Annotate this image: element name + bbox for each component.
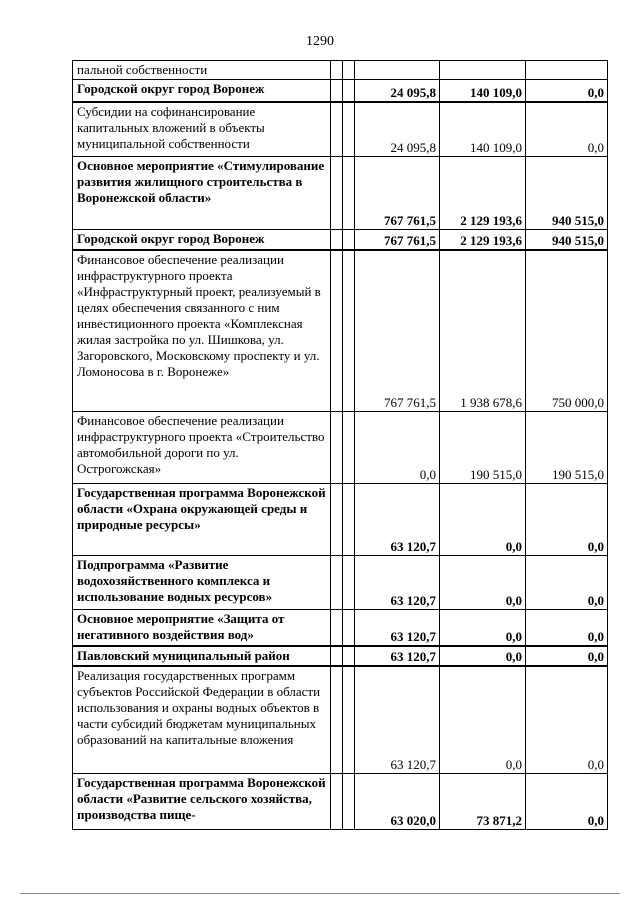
value-cell-1 xyxy=(355,61,440,80)
page-number: 1290 xyxy=(306,34,334,49)
row-name: Финансовое обеспечение реализации инфраструктурного проекта «Строительство автомобильной дороги по ул. Острогожская» xyxy=(73,412,331,484)
value-cell-2: 2 129 193,6 xyxy=(440,230,526,250)
value-cell-3: 750 000,0 xyxy=(526,250,608,412)
table-row xyxy=(73,157,608,230)
row-name: Государственная программа Воронежской области «Развитие сельского хозяйства, производства пище- xyxy=(73,774,331,830)
value-cell-1: 24 095,8 xyxy=(355,80,440,102)
value-cell-2: 2 129 193,6 xyxy=(440,157,526,230)
value-cell-2: 0,0 xyxy=(440,484,526,556)
value-cell-2: 190 515,0 xyxy=(440,412,526,484)
row-name: Городской округ город Воронеж xyxy=(73,80,331,102)
table-row xyxy=(73,412,608,484)
row-name: Государственная программа Воронежской области «Охрана окружающей среды и природные ресурсы» xyxy=(73,484,331,556)
value-cell-2 xyxy=(440,61,526,80)
value-cell-1: 63 120,7 xyxy=(355,556,440,610)
value-cell-1: 63 120,7 xyxy=(355,484,440,556)
row-name: Основное мероприятие «Стимулирование развития жилищного строительства в Воронежской области» xyxy=(73,157,331,230)
value-cell-1: 63 020,0 xyxy=(355,774,440,830)
table-row xyxy=(73,230,608,250)
value-cell-2: 1 938 678,6 xyxy=(440,250,526,412)
row-name: Павловский муниципальный район xyxy=(73,646,331,666)
table-row xyxy=(73,250,608,412)
row-name: Реализация государственных программ субъектов Российской Федерации в области использования и охраны водных объектов в части субсидий бюджетам муниципальных образований на капитальные вложения xyxy=(73,666,331,774)
value-cell-2: 0,0 xyxy=(440,646,526,666)
row-name: Основное мероприятие «Защита от негативного воздействия вод» xyxy=(73,610,331,646)
value-cell-1: 63 120,7 xyxy=(355,646,440,666)
budget-table xyxy=(72,60,608,830)
row-name: пальной собственности xyxy=(73,61,331,80)
value-cell-2: 140 109,0 xyxy=(440,80,526,102)
table-row xyxy=(73,646,608,666)
value-cell-2: 73 871,2 xyxy=(440,774,526,830)
table-row xyxy=(73,610,608,646)
value-cell-3: 0,0 xyxy=(526,80,608,102)
value-cell-3: 940 515,0 xyxy=(526,230,608,250)
value-cell-1: 63 120,7 xyxy=(355,610,440,646)
value-cell-3: 940 515,0 xyxy=(526,157,608,230)
table-row xyxy=(73,61,608,80)
value-cell-3: 0,0 xyxy=(526,610,608,646)
value-cell-3: 190 515,0 xyxy=(526,412,608,484)
value-cell-2: 0,0 xyxy=(440,610,526,646)
value-cell-3: 0,0 xyxy=(526,102,608,157)
value-cell-1: 24 095,8 xyxy=(355,102,440,157)
row-name: Субсидии на софинансирование капитальных вложений в объекты муниципальной собственности xyxy=(73,102,331,157)
value-cell-1: 63 120,7 xyxy=(355,666,440,774)
value-cell-2: 140 109,0 xyxy=(440,102,526,157)
value-cell-3 xyxy=(526,61,608,80)
value-cell-3: 0,0 xyxy=(526,484,608,556)
footer-divider xyxy=(20,893,620,894)
table-row xyxy=(73,666,608,774)
value-cell-2: 0,0 xyxy=(440,666,526,774)
value-cell-3: 0,0 xyxy=(526,666,608,774)
value-cell-3: 0,0 xyxy=(526,556,608,610)
table-row xyxy=(73,484,608,556)
value-cell-2: 0,0 xyxy=(440,556,526,610)
table-row xyxy=(73,556,608,610)
table-row xyxy=(73,102,608,157)
value-cell-1: 767 761,5 xyxy=(355,250,440,412)
row-name: Подпрограмма «Развитие водохозяйственного комплекса и использование водных ресурсов» xyxy=(73,556,331,610)
row-name: Городской округ город Воронеж xyxy=(73,230,331,250)
value-cell-1: 0,0 xyxy=(355,412,440,484)
value-cell-3: 0,0 xyxy=(526,774,608,830)
value-cell-1: 767 761,5 xyxy=(355,157,440,230)
value-cell-1: 767 761,5 xyxy=(355,230,440,250)
value-cell-3: 0,0 xyxy=(526,646,608,666)
table-row xyxy=(73,774,608,830)
table-row xyxy=(73,80,608,102)
row-name: Финансовое обеспечение реализации инфраструктурного проекта «Инфраструктурный проект, реализуемый в целях обеспечения связанного с ним инвестиционного проекта «Комплексная жилая застройка по ул. Шишкова, ул. Загоровского, Московскому проспекту и ул. Ломоносова в г. Воронеже» xyxy=(73,250,331,412)
